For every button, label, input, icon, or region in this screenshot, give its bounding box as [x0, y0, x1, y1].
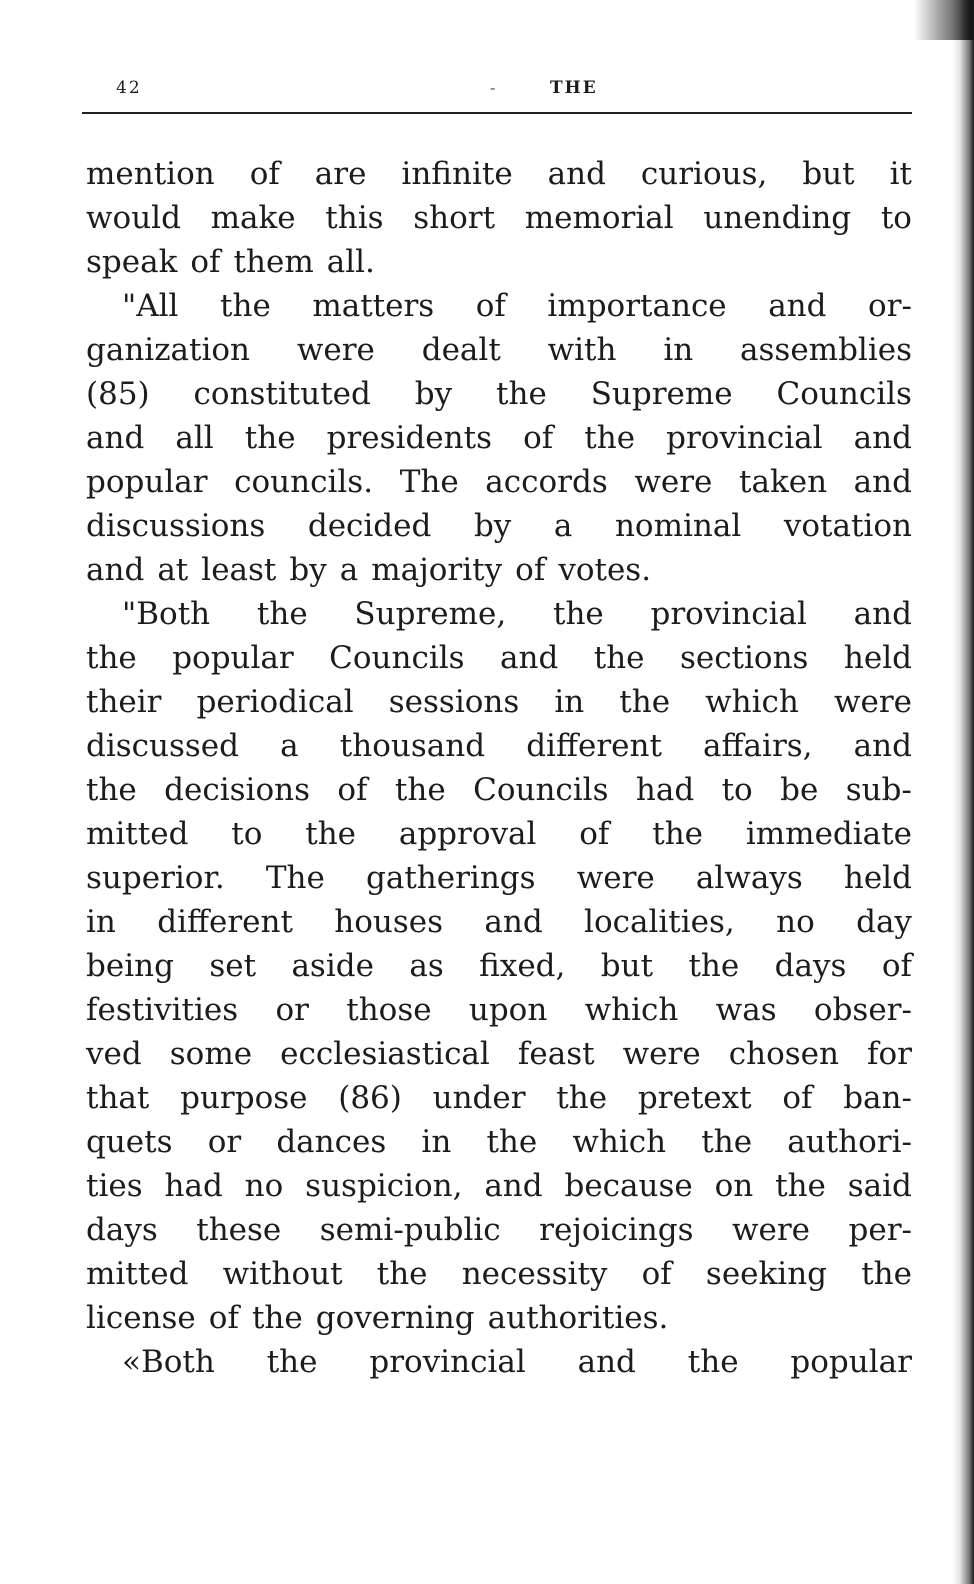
word: them [233, 244, 314, 280]
word: the [652, 816, 704, 852]
word: obser- [813, 992, 912, 1028]
word: Supreme, [354, 596, 507, 632]
word: matters [312, 288, 435, 324]
word: the [701, 1124, 753, 1160]
word: to [231, 816, 263, 852]
word: of [782, 1080, 813, 1116]
word: the [619, 684, 671, 720]
text-line [86, 1032, 912, 1076]
word: held [843, 640, 912, 676]
word: those [346, 992, 432, 1028]
word: this [325, 200, 384, 236]
word: days [774, 948, 847, 984]
word: and [547, 156, 606, 192]
text-line [86, 416, 912, 460]
word: sub- [845, 772, 912, 808]
word: popular [86, 464, 208, 500]
word: being [86, 948, 174, 984]
word: sessions [388, 684, 520, 720]
word: authori- [787, 1124, 912, 1160]
word: provincial [650, 596, 807, 632]
text-line [86, 548, 912, 592]
word: of [337, 772, 368, 808]
word: were [731, 1212, 811, 1248]
word: affairs, [703, 728, 813, 764]
running-head [82, 78, 912, 108]
word: provincial [666, 420, 823, 456]
word: the [256, 596, 308, 632]
word: and [86, 552, 145, 588]
word: sections [679, 640, 809, 676]
word: ganization [86, 332, 251, 368]
word: votes. [558, 552, 652, 588]
page-number: 42 [116, 78, 142, 98]
word: thousand [339, 728, 486, 764]
word: no [776, 904, 815, 940]
word: be [780, 772, 819, 808]
word: discussed [86, 728, 240, 764]
word: at [157, 552, 189, 588]
word: always [695, 860, 803, 896]
running-title: THE [550, 78, 598, 98]
word: of [523, 420, 554, 456]
word: but [802, 156, 855, 192]
word: «Both [122, 1344, 215, 1380]
text-line [86, 372, 912, 416]
text-line [86, 680, 912, 724]
word: localities, [584, 904, 735, 940]
word: the [584, 420, 636, 456]
text-line [86, 152, 912, 196]
word: ties [86, 1168, 143, 1204]
word: the [376, 1256, 428, 1292]
word: Councils [329, 640, 465, 676]
word: feast [517, 1036, 595, 1072]
word: but [600, 948, 654, 984]
word: and [853, 596, 912, 632]
word: festivities [86, 992, 239, 1028]
word: which [572, 1124, 667, 1160]
word: was [715, 992, 777, 1028]
word: ecclesiastical [280, 1036, 490, 1072]
word: said [847, 1168, 912, 1204]
word: had [635, 772, 695, 808]
word: and [86, 420, 145, 456]
word: with [547, 332, 617, 368]
word: are [314, 156, 367, 192]
text-line [86, 284, 912, 328]
word: of [515, 552, 546, 588]
word: were [576, 860, 655, 896]
word: the [556, 1080, 608, 1116]
word: set [209, 948, 257, 984]
word: nominal [614, 508, 742, 544]
word: The [265, 860, 325, 896]
word: and [853, 420, 912, 456]
text-line [86, 724, 912, 768]
text-line [86, 1340, 912, 1384]
word: houses [334, 904, 444, 940]
word: authorities. [487, 1300, 669, 1336]
word: to [880, 200, 912, 236]
word: importance [547, 288, 727, 324]
word: make [210, 200, 296, 236]
word: would [86, 200, 181, 236]
word: were [634, 464, 713, 500]
word: or- [868, 288, 912, 324]
word: infinite [401, 156, 513, 192]
word: the [486, 1124, 538, 1160]
word: these [196, 1212, 282, 1248]
word: of [881, 948, 912, 984]
word: which [584, 992, 679, 1028]
word: (86) [338, 1080, 402, 1116]
word: a [339, 552, 359, 588]
word: quets [86, 1124, 173, 1160]
word: all. [326, 244, 375, 280]
word: gatherings [366, 860, 536, 896]
word: "Both [122, 596, 211, 632]
word: because [564, 1168, 693, 1204]
text-line [86, 240, 912, 284]
word: necessity [461, 1256, 608, 1292]
word: of [475, 288, 506, 324]
word: and [853, 464, 912, 500]
word: as [409, 948, 444, 984]
word: upon [468, 992, 548, 1028]
word: had [164, 1168, 223, 1204]
word: fixed, [479, 948, 566, 984]
word: accords [485, 464, 608, 500]
word: memorial [524, 200, 674, 236]
word: in [421, 1124, 452, 1160]
word: suspicion, [305, 1168, 463, 1204]
word: the [687, 1344, 739, 1380]
text-line [86, 1120, 912, 1164]
word: dealt [421, 332, 501, 368]
word: approval [398, 816, 537, 852]
word: the [861, 1256, 912, 1292]
word: chosen [728, 1036, 839, 1072]
word: "All [122, 288, 179, 324]
word: votation [783, 508, 912, 544]
word: Supreme [590, 376, 733, 412]
running-head-separator: - [490, 78, 496, 97]
word: Councils [473, 772, 609, 808]
word: by [289, 552, 327, 588]
word: days [86, 1212, 158, 1248]
word: and [768, 288, 827, 324]
word: mitted [86, 816, 189, 852]
word: and [577, 1344, 636, 1380]
text-line [86, 900, 912, 944]
word: the [266, 1344, 318, 1380]
word: popular [172, 640, 294, 676]
word: in [86, 904, 116, 940]
word: majority [371, 552, 503, 588]
word: different [157, 904, 293, 940]
word: on [714, 1168, 754, 1204]
word: ved [86, 1036, 142, 1072]
text-line [86, 504, 912, 548]
word: short [413, 200, 496, 236]
word: and [484, 904, 543, 940]
word: in [663, 332, 694, 368]
word: purpose [180, 1080, 308, 1116]
word: the [593, 640, 645, 676]
word: and [500, 640, 559, 676]
word: of [641, 1256, 672, 1292]
body-text [86, 152, 912, 1452]
word: and [853, 728, 912, 764]
text-line [86, 592, 912, 636]
word: some [169, 1036, 253, 1072]
word: no [244, 1168, 284, 1204]
word: dances [276, 1124, 387, 1160]
text-line [86, 812, 912, 856]
word: or [207, 1124, 242, 1160]
word: rejoicings [539, 1212, 694, 1248]
text-line [86, 1208, 912, 1252]
word: under [432, 1080, 526, 1116]
word: the [552, 596, 604, 632]
word: a [553, 508, 573, 544]
word: of [208, 1300, 239, 1336]
word: the [220, 288, 271, 324]
word: their [86, 684, 162, 720]
word: were [622, 1036, 701, 1072]
word: the [394, 772, 446, 808]
word: discussions [86, 508, 266, 544]
word: it [889, 156, 912, 192]
word: the [775, 1168, 826, 1204]
word: by [414, 376, 453, 412]
word: decisions [164, 772, 310, 808]
word: superior. [86, 860, 225, 896]
word: of [579, 816, 610, 852]
word: the [251, 1300, 303, 1336]
word: governing [315, 1300, 475, 1336]
word: periodical [196, 684, 354, 720]
word: Councils [776, 376, 912, 412]
text-line [86, 196, 912, 240]
word: all [175, 420, 214, 456]
word: of [249, 156, 280, 192]
word: curious, [640, 156, 768, 192]
word: in [554, 684, 585, 720]
text-line [86, 636, 912, 680]
text-line [86, 328, 912, 372]
word: the [305, 816, 357, 852]
word: ban- [843, 1080, 912, 1116]
text-line [86, 460, 912, 504]
word: without [222, 1256, 343, 1292]
word: immediate [745, 816, 912, 852]
word: mitted [86, 1256, 189, 1292]
word: of [190, 244, 221, 280]
word: councils. [234, 464, 374, 500]
word: that [86, 1080, 150, 1116]
word: taken [739, 464, 828, 500]
page-edge-shadow [952, 0, 974, 1584]
word: decided [307, 508, 432, 544]
word: were [833, 684, 912, 720]
word: unending [703, 200, 852, 236]
text-line [86, 1252, 912, 1296]
text-line [86, 944, 912, 988]
text-line [86, 988, 912, 1032]
text-line [86, 856, 912, 900]
text-line [86, 1164, 912, 1208]
word: the [86, 772, 137, 808]
word: were [296, 332, 375, 368]
word: least [201, 552, 277, 588]
word: aside [291, 948, 374, 984]
word: provincial [369, 1344, 526, 1380]
word: The [399, 464, 459, 500]
word: mention [86, 156, 215, 192]
word: per- [848, 1212, 912, 1248]
word: day [856, 904, 912, 940]
word: which [705, 684, 799, 720]
word: the [496, 376, 547, 412]
word: speak [86, 244, 178, 280]
word: the [86, 640, 137, 676]
word: held [843, 860, 912, 896]
word: license [86, 1300, 196, 1336]
word: and [484, 1168, 543, 1204]
word: constituted [193, 376, 371, 412]
word: presidents [326, 420, 492, 456]
word: popular [790, 1344, 912, 1380]
text-line [86, 1296, 912, 1340]
word: for [867, 1036, 912, 1072]
word: the [244, 420, 296, 456]
text-line [86, 768, 912, 812]
word: to [721, 772, 753, 808]
word: the [688, 948, 740, 984]
text-line [86, 1076, 912, 1120]
word: different [526, 728, 662, 764]
word: pretext [637, 1080, 752, 1116]
word: or [275, 992, 309, 1028]
word: by [473, 508, 512, 544]
word: semi-public [319, 1212, 501, 1248]
header-rule [82, 112, 912, 114]
word: (85) [86, 376, 150, 412]
word: seeking [705, 1256, 828, 1292]
word: a [280, 728, 299, 764]
word: assemblies [740, 332, 912, 368]
